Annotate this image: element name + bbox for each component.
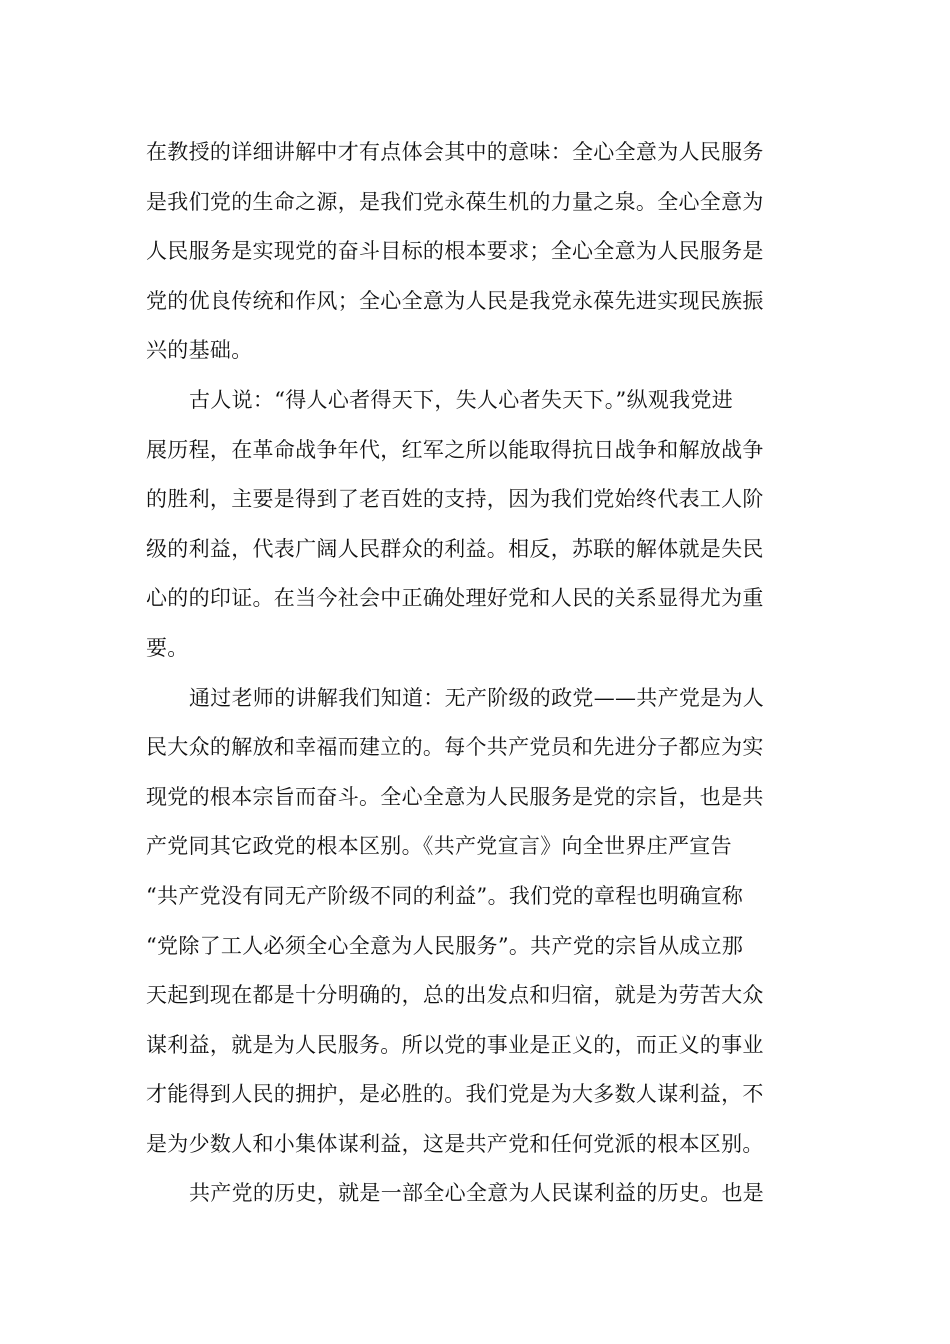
text-line: “党除了工人必须全心全意为人民服务”。共产党的宗旨从成立那 (146, 933, 744, 958)
text-line: 天起到现在都是十分明确的，总的出发点和归宿，就是为劳苦大众 (146, 983, 764, 1008)
text-line: 现党的根本宗旨而奋斗。全心全意为人民服务是党的宗旨，也是共 (146, 784, 764, 809)
text-line: 古人说：“得人心者得天下，失人心者失天下。”纵观我党进 (189, 387, 734, 412)
paragraph-2 (146, 376, 810, 674)
paragraph-3 (146, 674, 810, 1170)
text-line: 党的优良传统和作风；全心全意为人民是我党永葆先进实现民族振 (146, 288, 764, 313)
text-line: 要。 (146, 635, 189, 660)
text-line: 是我们党的生命之源，是我们党永葆生机的力量之泉。全心全意为 (146, 189, 764, 214)
text-line: 的胜利，主要是得到了老百姓的支持，因为我们党始终代表工人阶 (146, 487, 764, 512)
text-line: 在教授的详细讲解中才有点体会其中的意味：全心全意为人民服务 (146, 140, 764, 164)
text-line: 展历程，在革命战争年代，红军之所以能取得抗日战争和解放战争 (146, 437, 764, 462)
text-line: “共产党没有同无产阶级不同的利益”。我们党的章程也明确宣称 (146, 883, 744, 908)
text-line: 民大众的解放和幸福而建立的。每个共产党员和先进分子都应为实 (146, 735, 764, 760)
text-line: 心的的印证。在当今社会中正确处理好党和人民的关系显得尤为重 (146, 586, 764, 611)
text-line: 才能得到人民的拥护，是必胜的。我们党是为大多数人谋利益，不 (146, 1082, 764, 1107)
paragraph-4 (146, 1169, 810, 1219)
text-line: 级的利益，代表广阔人民群众的利益。相反，苏联的解体就是失民 (146, 536, 764, 561)
document-body (146, 128, 810, 1219)
text-line: 兴的基础。 (146, 338, 253, 363)
text-line: 共产党的历史，就是一部全心全意为人民谋利益的历史。也是 (189, 1181, 765, 1206)
text-line: 是为少数人和小集体谋利益，这是共产党和任何党派的根本区别。 (146, 1131, 764, 1156)
text-line: 产党同其它政党的根本区别。《共产党宣言》向全世界庄严宣告 (146, 834, 732, 859)
text-line: 通过老师的讲解我们知道：无产阶级的政党——共产党是为人 (189, 685, 765, 710)
paragraph-1 (146, 128, 810, 376)
text-line: 谋利益，就是为人民服务。所以党的事业是正义的，而正义的事业 (146, 1032, 764, 1057)
text-line: 人民服务是实现党的奋斗目标的根本要求；全心全意为人民服务是 (146, 239, 764, 264)
